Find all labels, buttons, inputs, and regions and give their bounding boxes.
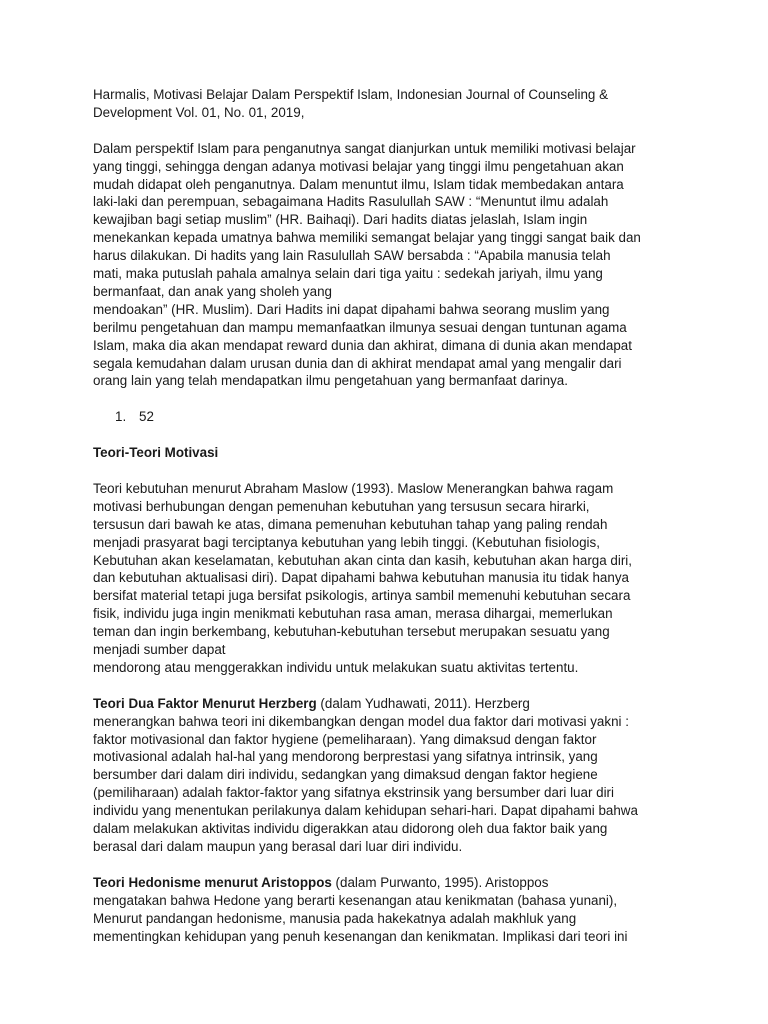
list-text: 52 [139,409,154,425]
text-line: menjadi prasyarat bagi terciptanya kebutuhan yang lebih tinggi. (Kebutuhan fisiologis, [93,534,600,550]
text-line: Menurut pandangan hedonisme, manusia pada hakekatnya adalah makhluk yang [93,910,577,926]
theory-source: (dalam Yudhawati, 2011). Herzberg [316,695,530,711]
text-line: yang tinggi, sehingga dengan adanya motivasi belajar yang tinggi ilmu pengetahuan akan [93,158,624,174]
text-line: individu yang menentukan perilakunya dalam kehidupan sehari-hari. Dapat dipahami bahwa [93,803,638,819]
text-line: teman dan ingin berkembang, kebutuhan-kebutuhan tersebut merupakan sesuatu yang [93,624,610,640]
paragraph-hedonism [93,874,683,946]
text-line: bersifat material tetapi juga bersifat psikologis, artinya sambil memenuhi kebutuhan secara [93,588,631,604]
text-line: dalam melakukan aktivitas individu digerakkan atau didorong oleh dua faktor baik yang [93,821,608,837]
text-line: berasal dari dalam maupun yang berasal dari luar diri individu. [93,838,463,854]
paragraph-islam-motivation [93,140,683,391]
document-page [93,86,683,963]
text-line: Islam, maka dia akan mendapat reward dunia dan akhirat, dimana di dunia akan mendapat [93,337,632,353]
paragraph-maslow [93,480,683,677]
text-line: (pemiliharaan) adalah faktor-faktor yang sifatnya ekstrinsik yang bersumber dari luar diri [93,785,614,801]
text-line: segala kemudahan dalam urusan dunia dan di akhirat mendapat amal yang mengalir dari [93,355,622,371]
citation [93,86,683,122]
text-line: harus dilakukan. Di hadits yang lain Rasulullah SAW bersabda : “Apabila manusia telah [93,248,611,264]
paragraph-herzberg [93,695,683,856]
text-line: mati, maka putuslah pahala amalnya selain dari tiga yaitu : sedekah jariyah, ilmu yang [93,266,603,282]
section-heading: Teori-Teori Motivasi [93,445,219,461]
citation-line: Development Vol. 01, No. 01, 2019, [93,104,305,120]
citation-line: Harmalis, Motivasi Belajar Dalam Perspektif Islam, Indonesian Journal of Counseling & [93,87,609,102]
text-line: bermanfaat, dan anak yang sholeh yang [93,283,332,299]
text-line: fisik, individu juga ingin menikmati kebutuhan rasa aman, merasa dihargai, memerlukan [93,606,613,622]
text-line: mendoakan” (HR. Muslim). Dari Hadits ini dapat dipahami bahwa seorang muslim yang [93,301,610,317]
text-line: mementingkan kehidupan yang penuh kesenangan dan kenikmatan. Implikasi dari teori ini [93,928,628,944]
text-line: berilmu pengetahuan dan mampu memanfaatkan ilmunya sesuai dengan tuntunan agama [93,319,627,335]
text-line: kewajiban bagi setiap muslim” (HR. Baihaqi). Dari hadits diatas jelaslah, Islam ingin [93,212,588,228]
text-line: orang lain yang telah mendapatkan ilmu pengetahuan yang bermanfaat darinya. [93,373,568,389]
list-number: 1. [115,409,127,425]
text-line: laki-laki dan perempuan, sebagaimana Hadits Rasulullah SAW : “Menuntut ilmu adalah [93,194,609,210]
text-line: mendorong atau menggerakkan individu untuk melakukan suatu aktivitas tertentu. [93,659,579,675]
theory-source: (dalam Purwanto, 1995). Aristoppos [331,874,549,890]
text-line: dan kebutuhan aktualisasi diri). Dapat dipahami bahwa kebutuhan manusia itu tidak hanya [93,570,629,586]
text-line: motivasi berhubungan dengan pemenuhan kebutuhan yang tersusun secara hirarki, [93,498,590,514]
text-line: menerangkan bahwa teori ini dikembangkan dengan model dua faktor dari motivasi yakni : [93,713,629,729]
list-item [93,408,683,426]
theory-title: Teori Hedonisme menurut Aristoppos [93,874,332,890]
text-line: tersusun dari bawah ke atas, dimana pemenuhan kebutuhan tahap yang paling rendah [93,516,608,532]
text-line: mudah didapat oleh penganutnya. Dalam menuntut ilmu, Islam tidak membedakan antara [93,176,624,192]
text-line: faktor motivasional dan faktor hygiene (pemeliharaan). Yang dimaksud dengan faktor [93,731,597,747]
text-line: bersumber dari dalam diri individu, sedangkan yang dimaksud dengan faktor hegiene [93,767,598,783]
theory-title: Teori Dua Faktor Menurut Herzberg [93,695,317,711]
text-line [93,695,683,713]
text-line: Teori kebutuhan menurut Abraham Maslow (1993). Maslow Menerangkan bahwa ragam [93,480,614,496]
text-line: Kebutuhan akan keselamatan, kebutuhan akan cinta dan kasih, kebutuhan akan harga diri, [93,552,632,568]
text-line [93,874,683,892]
text-line: menekankan kepada umatnya bahwa memiliki semangat belajar yang tinggi sangat baik dan [93,230,641,246]
text-line: Dalam perspektif Islam para penganutnya sangat dianjurkan untuk memiliki motivasi belajar [93,140,636,156]
text-line: mengatakan bahwa Hedone yang berarti kesenangan atau kenikmatan (bahasa yunani), [93,892,618,908]
text-line: menjadi sumber dapat [93,642,226,658]
text-line: motivasional adalah hal-hal yang mendorong berprestasi yang sifatnya intrinsik, yang [93,749,598,765]
